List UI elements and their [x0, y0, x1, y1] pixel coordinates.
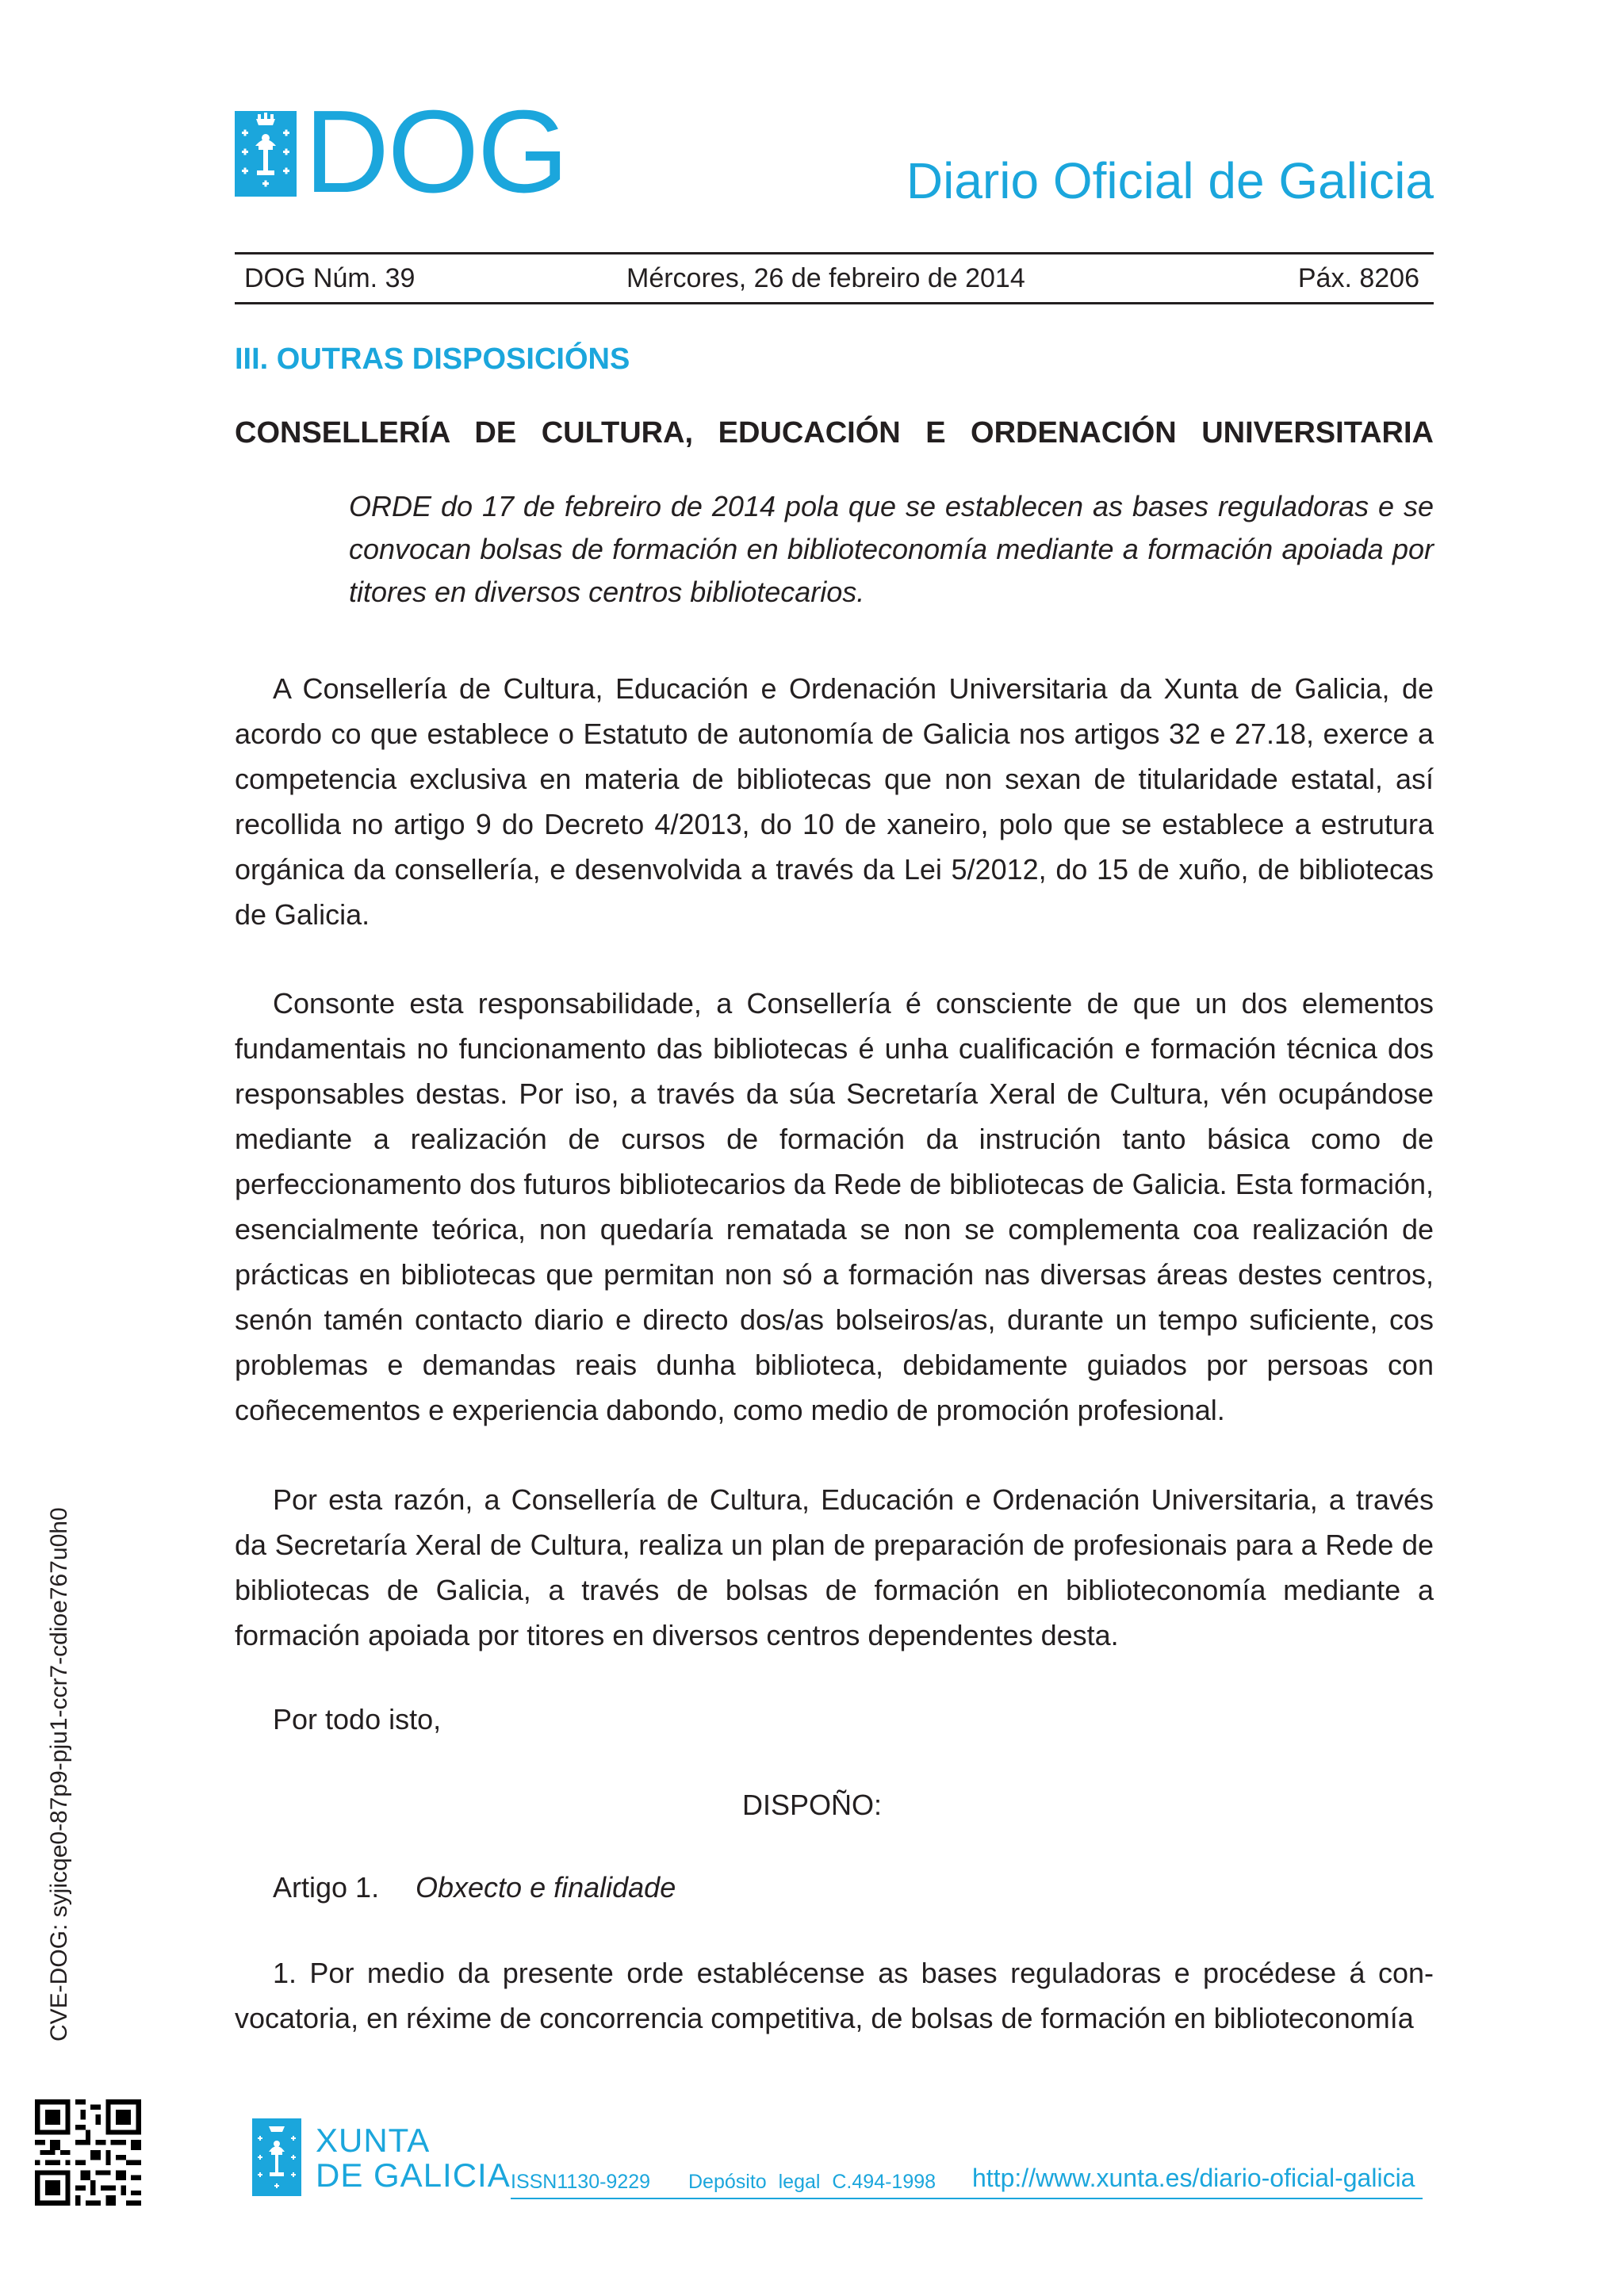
footer-divider	[511, 2198, 1423, 2199]
page-number: Páx. 8206	[1297, 263, 1419, 293]
footer-issn: ISSN1130-9229	[511, 2171, 651, 2193]
body-paragraph: A Consellería de Cultura, Educación e Ordenación Universitaria da Xunta de Galicia, de acordo co que establece o Estatuto de autonomía de Galicia nos artigos 32 e 27.18, exerce a competencia exclusiva en materia de bibliotecas que non sexan de titularidade estatal, así recollida no artigo 9 do Decreto 4/2013, do 10 de xaneiro, polo que se establece a estrutura orgánica da consellería, e desenvolvida a través da Lei 5/2012, do 15 de xuño, de bibliotecas de Galicia.	[235, 672, 1434, 931]
closing-phrase: Por todo isto,	[273, 1703, 442, 1735]
body-paragraph: 1. Por medio da presente orde establécense as bases reguladoras e procédese á convocatoria, en réxime de concorrencia competitiva, de bolsas de formación en biblioteconomía	[235, 1957, 1434, 2034]
issue-date: Mércores, 26 de febreiro de 2014	[626, 263, 1025, 293]
footer-org-name-line-2: DE GALICIA	[316, 2156, 511, 2194]
issue-bar	[235, 252, 1434, 304]
masthead-logo: DOG	[304, 86, 568, 217]
footer-url-link[interactable]: http://www.xunta.es/diario-oficial-galicia	[972, 2164, 1415, 2192]
issue-number: DOG Núm. 39	[244, 263, 416, 293]
section-heading: III. OUTRAS DISPOSICIÓNS	[235, 342, 630, 376]
footer-org-name-line-1: XUNTA	[316, 2122, 431, 2159]
article-label: Artigo 1.	[273, 1871, 380, 1904]
body-paragraph: Por esta razón, a Consellería de Cultura, Educación e Ordenación Universitaria, a través da Secretaría Xeral de Cultura, realiza un plan de preparación de profesionais para a Rede de bibliotecas de Galicia, a través de bolsas de formación en biblioteconomía mediante a formación apoiada por titores en diversos centros dependentes desta.	[235, 1483, 1434, 1651]
order-title: ORDE do 17 de febreiro de 2014 pola que se establecen as bases reguladoras e se convocan bolsas de formación en biblioteconomía mediante a formación apoiada por titores en diversos centros bibliotecarios.	[349, 490, 1434, 608]
article-heading	[273, 1865, 676, 1910]
article-title: Obxecto e finalidade	[416, 1871, 676, 1904]
masthead-title: Diario Oficial de Galicia	[906, 152, 1434, 209]
qr-code-icon	[35, 2099, 141, 2206]
body-paragraph: Consonte esta responsabilidade, a Consellería é consciente de que un dos elementos fundamentais no funcionamento das bibliotecas é unha cualificación e formación técnica dos responsables destas. Por iso, a través da súa Secretaría Xeral de Cultura, vén ocupándose mediante a realización de cursos de formación da instrución tanto básica como de perfeccionamento dos futuros bibliotecarios da Rede de bibliotecas de Galicia. Esta formación, esencialmente teórica, non quedaría rematada se non se complementa coa realización de prácticas en bibliotecas que permitan non só a formación nas diversas áreas destes centros, senón tamén contacto diario e directo dos/as bolseiros/as, durante un tempo suficiente, cos problemas e demandas reais dunha biblioteca, debidamente guiados por persoas con coñecementos e experiencia dabondo, como medio de promoción profesional.	[235, 987, 1434, 1426]
decree-heading: DISPOÑO:	[741, 1789, 883, 1821]
footer-legal-deposit: Depósito legal C.494-1998	[688, 2171, 936, 2193]
document-verification-code: CVE-DOG: syjicqe0-87p9-pju1-ccr7-cdioe767u0h0	[46, 1507, 72, 2042]
xunta-emblem-icon	[252, 2118, 301, 2196]
galicia-coat-of-arms-icon	[235, 111, 297, 197]
department-heading: CONSELLERÍA DE CULTURA, EDUCACIÓN E ORDENACIÓN UNIVERSITARIA	[235, 416, 1434, 450]
